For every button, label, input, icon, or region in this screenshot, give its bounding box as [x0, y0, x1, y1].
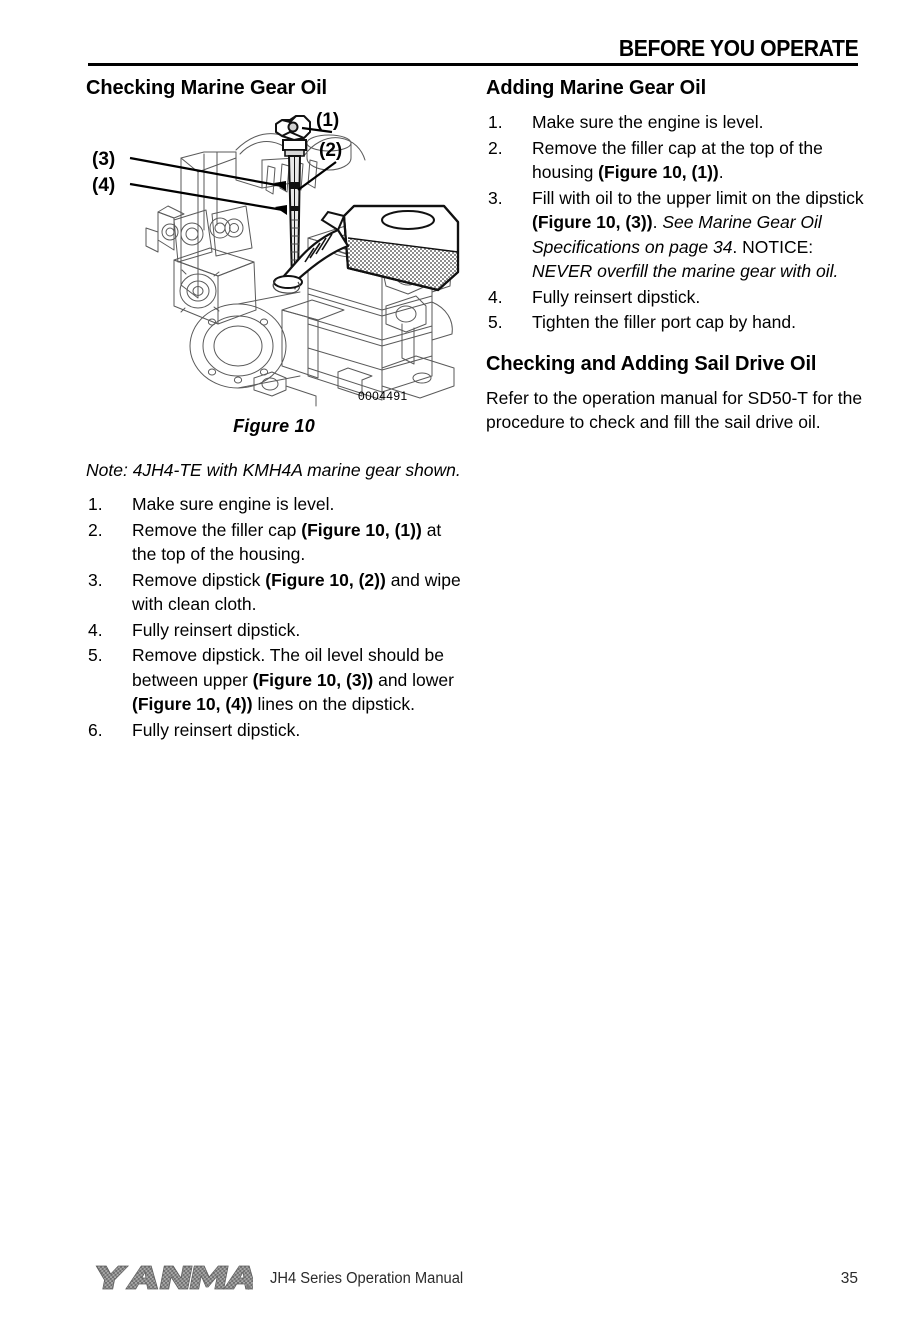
- step-item: [486, 186, 866, 284]
- left-column: [86, 76, 462, 743]
- step-text: Fully reinsert dipstick.: [532, 286, 701, 307]
- yanmar-logo: [88, 1262, 253, 1297]
- step-item: [86, 643, 462, 717]
- step-number: 6.: [88, 719, 103, 740]
- step-text: Remove dipstick (Figure 10, (2)) and wipe with clean cloth.: [132, 569, 461, 614]
- step-number: 3.: [88, 569, 103, 590]
- step-number: 5.: [488, 312, 503, 332]
- running-header: [88, 36, 858, 66]
- right-column: [486, 76, 866, 434]
- step-number: 4.: [488, 286, 503, 307]
- sail-drive-body-text: Refer to the operation manual for SD50-T for the procedure to check and fill the sail drive oil.: [486, 387, 863, 432]
- yanmar-wordmark-icon: [88, 1262, 253, 1292]
- step-text: Remove the filler cap (Figure 10, (1)) at the top of the housing.: [132, 519, 442, 564]
- oil-container: [273, 206, 458, 293]
- section-heading-adding-marine-gear-oil: Adding Marine Gear Oil: [486, 77, 707, 99]
- step-number: 1.: [488, 112, 503, 132]
- step-item: [86, 618, 462, 643]
- step-item: [486, 285, 866, 310]
- callout-label-1: (1): [316, 110, 340, 131]
- callout-label-2: (2): [319, 140, 343, 161]
- step-number: 2.: [488, 137, 503, 158]
- step-number: 3.: [488, 187, 503, 208]
- step-number: 2.: [88, 519, 103, 540]
- figure-drawing-number: 0004491: [358, 389, 408, 403]
- step-number: 4.: [88, 619, 103, 640]
- step-item: [86, 718, 462, 743]
- step-item: [486, 110, 866, 135]
- footer-page-number: 35: [840, 1270, 858, 1287]
- step-item: [86, 568, 462, 617]
- step-text: Remove dipstick. The oil level should be between upper (Figure 10, (3)) and lower (Figure 10, (4)) lines on the dipstick.: [132, 645, 454, 714]
- adding-marine-gear-oil-steps: [486, 110, 866, 335]
- step-text: Fill with oil to the upper limit on the dipstick (Figure 10, (3)). See Marine Gear Oil Specifications on page 34. NOTICE: NEVER overfill the marine gear with oil.: [532, 187, 864, 281]
- step-text: Make sure the engine is level.: [532, 112, 764, 132]
- step-text: Fully reinsert dipstick.: [132, 619, 301, 640]
- step-text: Make sure engine is level.: [132, 494, 335, 514]
- step-text: Fully reinsert dipstick.: [132, 719, 301, 740]
- marine-gear-line-drawing: [86, 110, 462, 410]
- step-item: [86, 492, 462, 517]
- header-rule: [88, 63, 858, 66]
- step-item: [486, 310, 866, 335]
- figure-caption: Figure 10: [233, 416, 315, 436]
- checking-marine-gear-oil-steps: [86, 492, 462, 742]
- figure-note: Note: 4JH4-TE with KMH4A marine gear shown.: [86, 460, 461, 480]
- step-number: 1.: [88, 494, 103, 514]
- figure-10: [86, 110, 462, 450]
- step-item: [486, 136, 866, 185]
- callout-label-3: (3): [92, 149, 116, 170]
- step-text: Remove the filler cap at the top of the housing (Figure 10, (1)).: [532, 137, 823, 182]
- section-heading-checking-marine-gear-oil: Checking Marine Gear Oil: [86, 77, 328, 99]
- callout-label-4: (4): [92, 175, 116, 196]
- page-footer: [88, 1262, 858, 1298]
- footer-manual-title: JH4 Series Operation Manual: [270, 1270, 464, 1287]
- step-number: 5.: [88, 645, 103, 665]
- step-text: Tighten the filler port cap by hand.: [532, 312, 796, 332]
- section-heading-checking-adding-sail-drive-oil: Checking and Adding Sail Drive Oil: [486, 352, 817, 375]
- header-title: BEFORE YOU OPERATE: [618, 35, 858, 61]
- step-item: [86, 518, 462, 567]
